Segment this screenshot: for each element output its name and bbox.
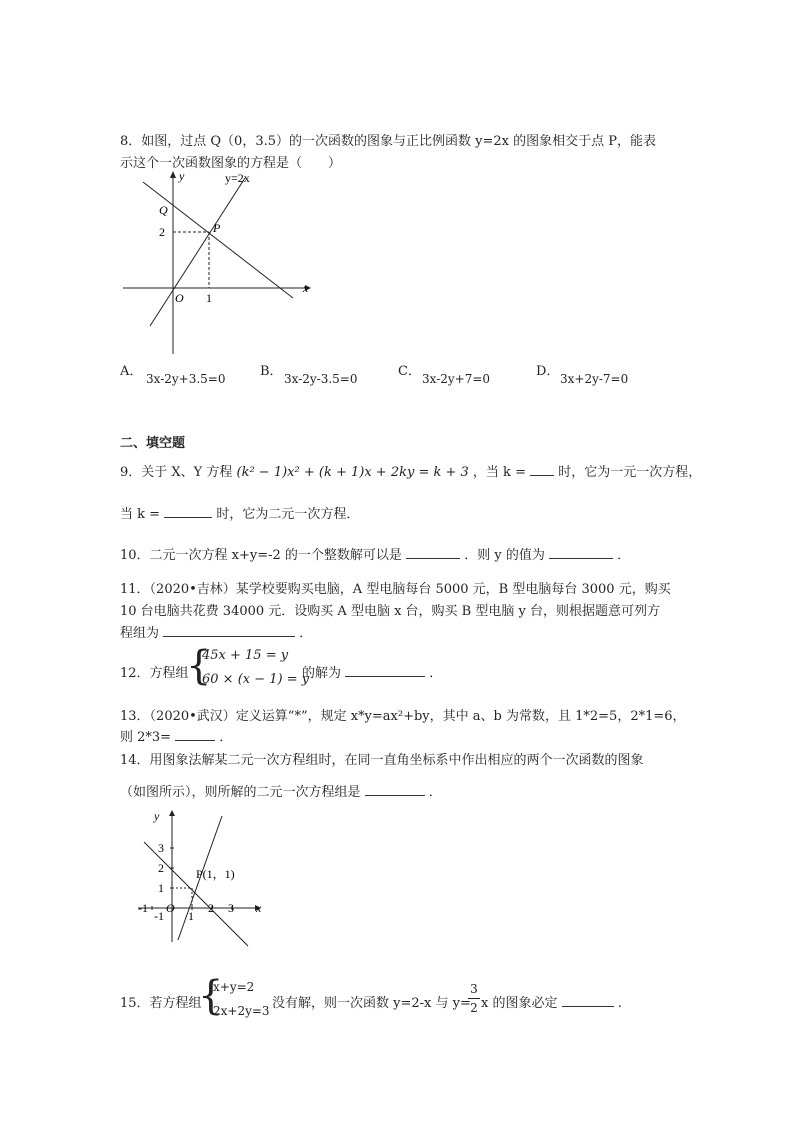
q8-option-d-text: 3x+2y-7=0: [560, 372, 629, 386]
q14-x-tick-1: 1: [188, 909, 194, 923]
q9-line2: [120, 503, 359, 522]
q9-equation: (k² − 1)x² + (k + 1)x + 2ky = k + 3: [236, 465, 469, 480]
q13-end: ．: [219, 730, 233, 745]
q8-option-a-letter: A．: [120, 364, 143, 379]
q8-option-b-text: 3x-2y-3.5=0: [284, 372, 358, 386]
q8-tick-x: 1: [206, 291, 212, 305]
q14-y-label: y: [154, 809, 160, 823]
q14-origin: O: [166, 901, 175, 915]
q15-brace: {: [198, 973, 224, 1019]
q15-blank[interactable]: [562, 993, 614, 1007]
section-heading: 二、填空题: [120, 436, 186, 451]
q14-end: ．: [428, 785, 442, 800]
q8-option-a-text: 3x-2y+3.5=0: [146, 372, 226, 386]
q8-option-c-letter: C．: [398, 364, 421, 379]
q14-y-tick-neg1: -1: [154, 909, 164, 923]
q14-x-tick-2: 2: [208, 901, 214, 915]
q8-y-arrow: [170, 171, 176, 178]
q15-frac-den: 2: [470, 1001, 478, 1015]
q9-tail2: 时，它为二元一次方程．: [216, 507, 360, 522]
q12-prefix: 12．方程组: [120, 666, 189, 681]
q14-y-arrow: [169, 810, 175, 816]
q15-prefix: 15．若方程组: [120, 996, 202, 1011]
q11-end: ．: [299, 626, 313, 641]
q12-end: ．: [429, 666, 443, 681]
q14-x-label: x: [256, 901, 262, 915]
q12-suffix: 的解为: [302, 666, 342, 681]
q14-graph: [130, 808, 275, 948]
q15-end: .: [617, 996, 622, 1011]
q9-blank-2[interactable]: [164, 504, 212, 518]
q8-origin: O: [175, 291, 184, 305]
q11-line1: 11．（2020•吉林）某学校要购买电脑，A 型电脑每台 5000 元，B 型电脑每台 3000 元，购买: [120, 582, 671, 597]
q8-option-b-letter: B．: [260, 364, 283, 379]
q13-line1: 13．（2020•武汉）定义运算“*”，规定 x*y=ax²+by，其中 a、b 为常数，且 1*2=5，2*1=6，: [120, 709, 686, 724]
q9-line1: [120, 461, 701, 480]
q14-y-tick-3: 3: [158, 841, 164, 855]
q8-graph: [115, 168, 320, 358]
q11-blank[interactable]: [163, 623, 295, 637]
q15-eq2: 2x+2y=3: [213, 1004, 270, 1018]
q13-line2: [120, 726, 232, 745]
q8-option-c-text: 3x-2y+7=0: [422, 372, 491, 386]
q9-blank-1[interactable]: [530, 462, 554, 476]
q8-option-d-letter: D．: [536, 364, 560, 379]
q11-line3: [120, 622, 312, 641]
q8-tick-y: 2: [159, 225, 165, 239]
q8-line-label: y=2x: [225, 171, 250, 185]
q12-eq1: 45x + 15 = y: [202, 648, 289, 663]
q10-text: 10．二元一次方程 x+y=-2 的一个整数解可以是: [120, 548, 402, 563]
q15-frac-bar: [468, 998, 480, 999]
q11-line3-text: 程组为: [120, 626, 160, 641]
q8-line-qp: [143, 182, 293, 298]
q13-blank[interactable]: [175, 727, 215, 741]
q15-mid: 没有解，则一次函数 y=2-x 与 y=: [272, 996, 471, 1011]
q10-end: ．: [617, 548, 631, 563]
q10-line: [120, 544, 630, 563]
q14-line2-text: （如图所示），则所解的二元一次方程组是: [120, 785, 361, 800]
q14-line1: 14．用图象法解某二元一次方程组时，在同一直角坐标系中作出相应的两个一次函数的图象: [120, 753, 644, 768]
q8-point-q: Q: [159, 203, 168, 217]
q11-line2: 10 台电脑共花费 34000 元．设购买 A 型电脑 x 台，购买 B 型电脑 y 台，则根据题意可列方: [120, 604, 660, 619]
q15-eq1: x+y=2: [213, 980, 255, 994]
q15-frac-num: 3: [470, 982, 478, 996]
q14-y-tick-2: 2: [158, 861, 164, 875]
q9-prefix: 9．关于 X、Y 方程: [120, 465, 233, 480]
q14-blank[interactable]: [365, 782, 425, 796]
q10-mid: ．则 y 的值为: [464, 548, 545, 563]
q8-line1: 8．如图，过点 Q（0，3.5）的一次函数的图象与正比例函数 y=2x 的图象相交于点 P，能表: [120, 134, 656, 149]
q9-line2-prefix: 当 k =: [120, 507, 161, 522]
q12-tail: [302, 662, 442, 681]
q14-x-tick-3: 3: [228, 901, 234, 915]
q14-y-tick-1: 1: [158, 881, 164, 895]
q15-after-frac: x 的图象必定: [481, 996, 558, 1011]
q13-line2-text: 则 2*3=: [120, 730, 172, 745]
q10-blank-2[interactable]: [549, 545, 613, 559]
q15-tail: [481, 992, 622, 1011]
q9-mid: ，当 k =: [472, 465, 526, 480]
q8-y-label: y: [179, 169, 185, 183]
q12-eq2: 60 × (x − 1) = y: [202, 672, 310, 687]
q9-tail1: 时，它为一元一次方程，: [558, 465, 702, 480]
q8-line2: 示这个一次函数图象的方程是（ ）: [120, 156, 342, 171]
q8-x-label: x: [303, 281, 309, 295]
q12-brace: {: [186, 643, 212, 689]
q8-point-p: P: [213, 221, 221, 235]
q14-x-tick-neg1: -1: [138, 901, 148, 915]
q8-line-y2x: [150, 178, 245, 326]
q14-point-label: P(1，1): [196, 867, 235, 881]
q14-line2: [120, 781, 442, 800]
q12-blank[interactable]: [345, 663, 425, 677]
q10-blank-1[interactable]: [406, 545, 460, 559]
